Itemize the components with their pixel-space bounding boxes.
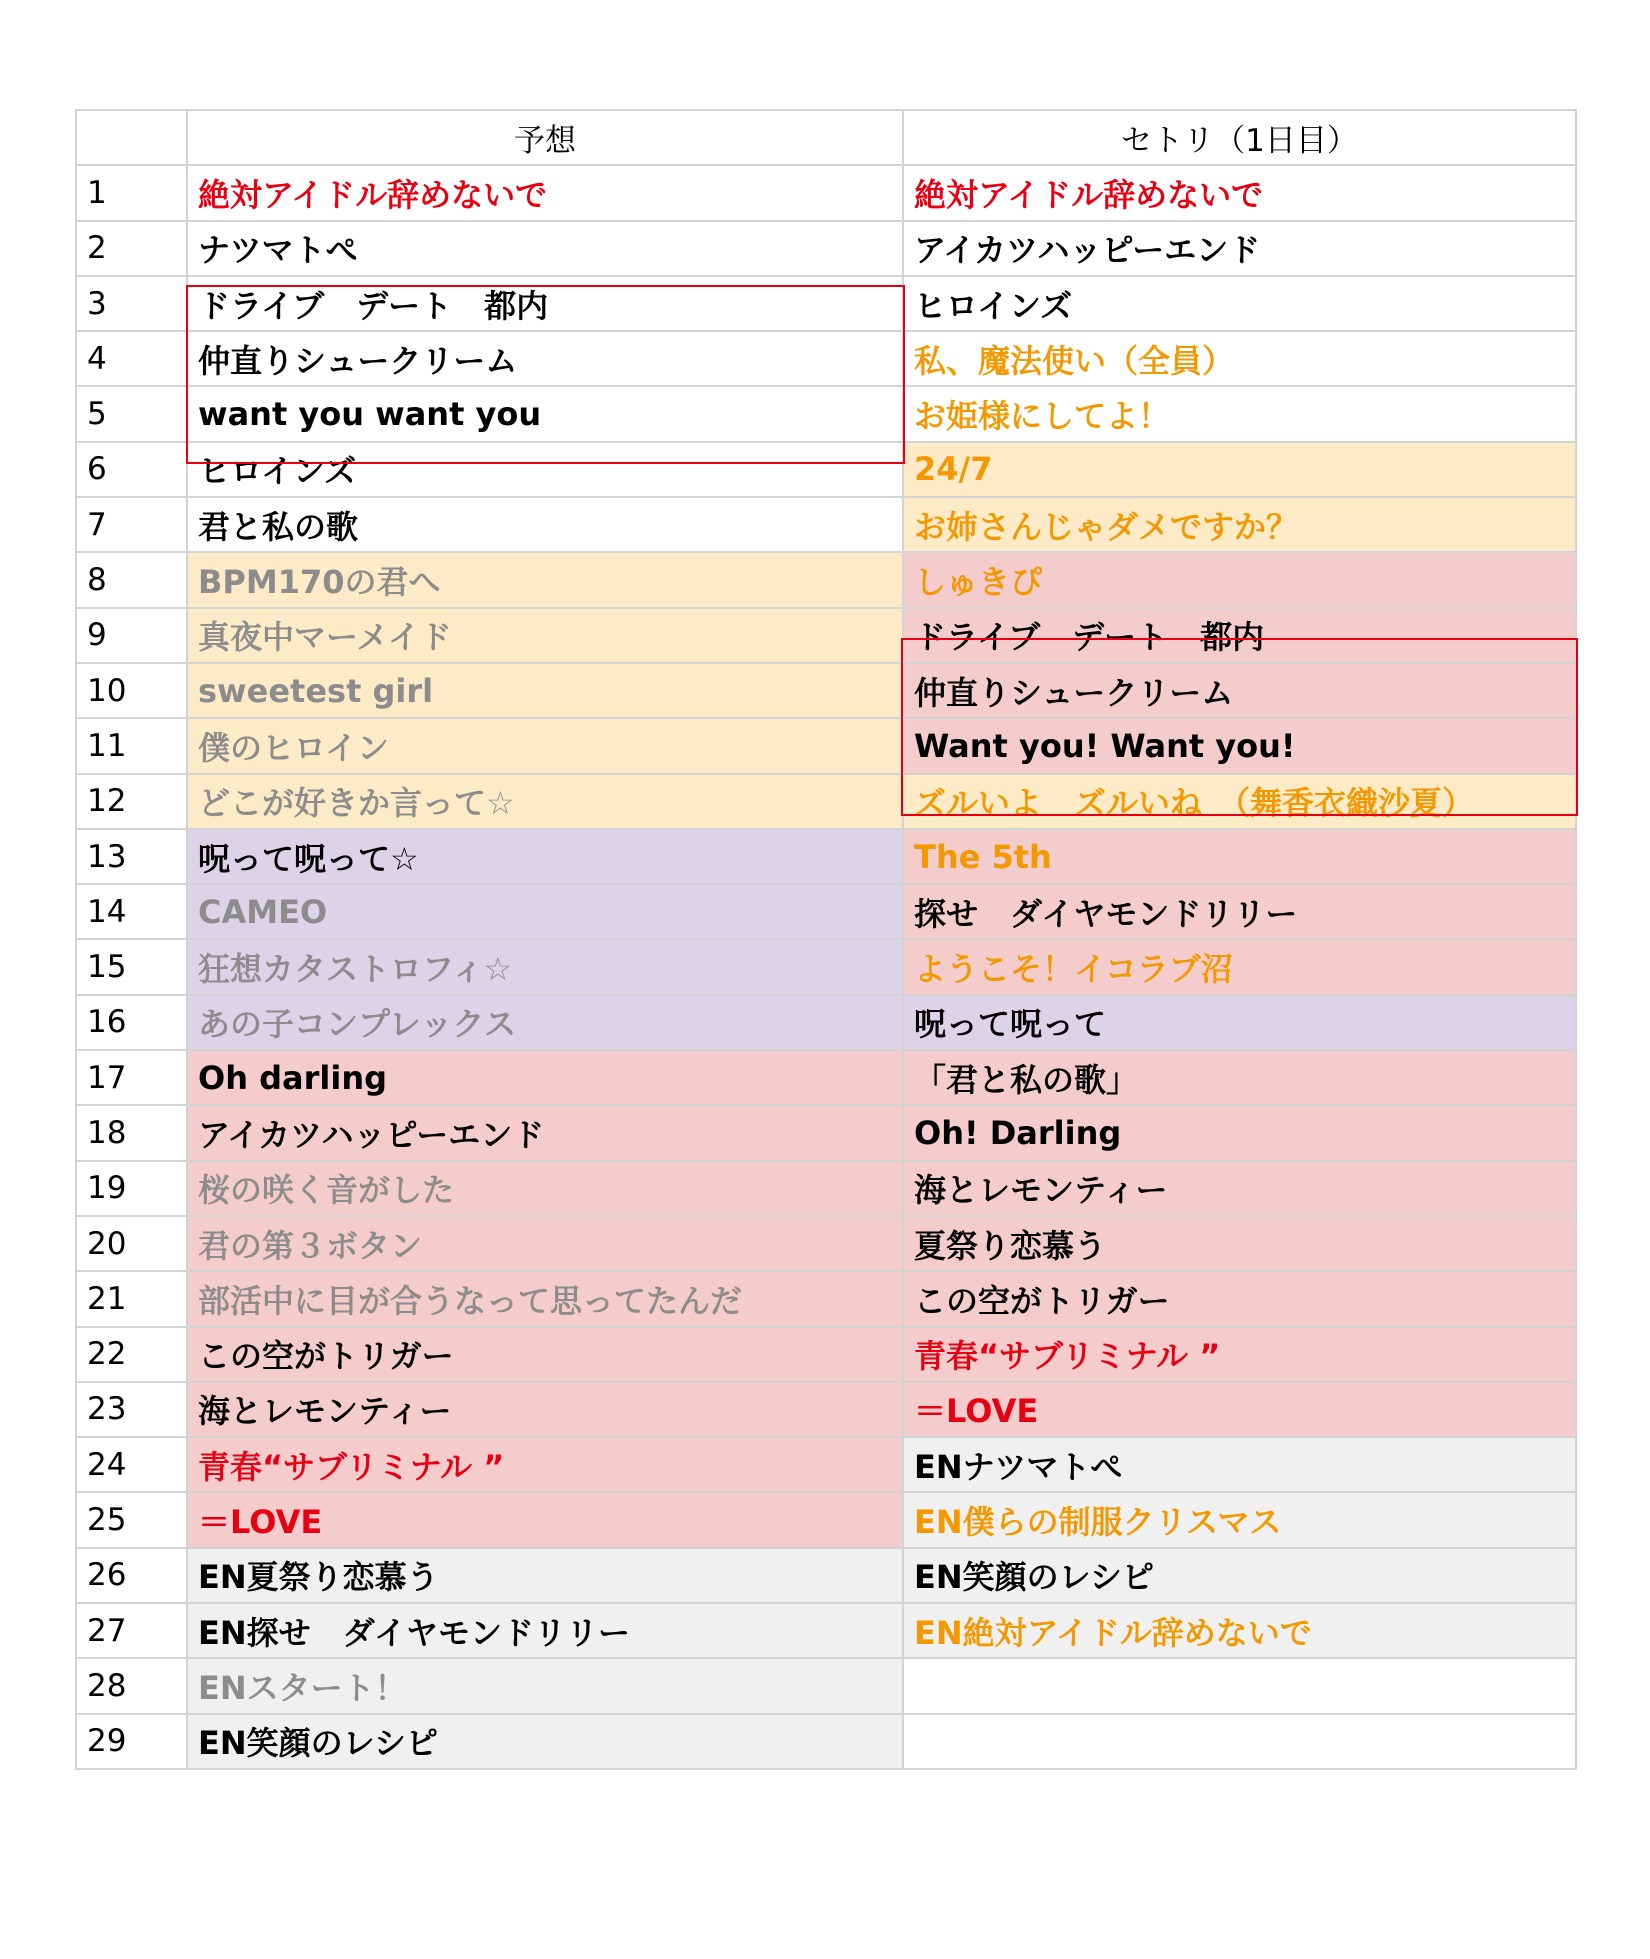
table-row xyxy=(76,1603,1576,1658)
table-row xyxy=(76,939,1576,994)
prediction-cell: アイカツハッピーエンド xyxy=(187,1105,903,1160)
row-number: 27 xyxy=(76,1603,187,1658)
row-number: 3 xyxy=(76,276,187,331)
prediction-cell: 絶対アイドル辞めないで xyxy=(187,165,903,220)
row-number: 19 xyxy=(76,1161,187,1216)
prediction-cell: ＝LOVE xyxy=(187,1492,903,1547)
setlist-table xyxy=(75,109,1577,1770)
row-number: 28 xyxy=(76,1658,187,1713)
table-row xyxy=(76,1105,1576,1160)
row-number: 1 xyxy=(76,165,187,220)
table-row xyxy=(76,774,1576,829)
setlist-cell: ヒロインズ xyxy=(903,276,1576,331)
row-number: 26 xyxy=(76,1548,187,1603)
table-row xyxy=(76,1548,1576,1603)
setlist-cell: 「君と私の歌」 xyxy=(903,1050,1576,1105)
setlist-cell: EN僕らの制服クリスマス xyxy=(903,1492,1576,1547)
setlist-cell: 24/7 xyxy=(903,442,1576,497)
setlist-cell: お姉さんじゃダメですか？ xyxy=(903,497,1576,552)
header-row xyxy=(76,110,1576,165)
row-number: 10 xyxy=(76,663,187,718)
setlist-cell: 仲直りシュークリーム xyxy=(903,663,1576,718)
row-number: 22 xyxy=(76,1327,187,1382)
setlist-cell: 海とレモンティー xyxy=(903,1161,1576,1216)
table-row xyxy=(76,1658,1576,1713)
prediction-cell: 君の第３ボタン xyxy=(187,1216,903,1271)
prediction-cell: ナツマトぺ xyxy=(187,221,903,276)
row-number: 17 xyxy=(76,1050,187,1105)
table-row xyxy=(76,1714,1576,1769)
table-row xyxy=(76,1050,1576,1105)
prediction-cell: EN探せ ダイヤモンドリリー xyxy=(187,1603,903,1658)
setlist-cell: 呪って呪って xyxy=(903,995,1576,1050)
row-number: 12 xyxy=(76,774,187,829)
setlist-cell: お姫様にしてよ！ xyxy=(903,386,1576,441)
row-number: 24 xyxy=(76,1437,187,1492)
prediction-cell: want you want you xyxy=(187,386,903,441)
table-row xyxy=(76,221,1576,276)
row-number: 9 xyxy=(76,608,187,663)
setlist-cell: ドライブ デート 都内 xyxy=(903,608,1576,663)
row-number: 6 xyxy=(76,442,187,497)
table-row xyxy=(76,829,1576,884)
prediction-cell: 部活中に目が合うなって思ってたんだ xyxy=(187,1271,903,1326)
prediction-cell: 狂想カタストロフィ☆ xyxy=(187,939,903,994)
table-row xyxy=(76,1327,1576,1382)
row-number: 4 xyxy=(76,331,187,386)
prediction-cell: あの子コンプレックス xyxy=(187,995,903,1050)
prediction-cell: 青春“サブリミナル ” xyxy=(187,1437,903,1492)
setlist-cell: 探せ ダイヤモンドリリー xyxy=(903,884,1576,939)
setlist-cell: 絶対アイドル辞めないで xyxy=(903,165,1576,220)
setlist-cell: ズルいよ ズルいね （舞香衣織沙夏） xyxy=(903,774,1576,829)
table-row xyxy=(76,331,1576,386)
row-number: 25 xyxy=(76,1492,187,1547)
table-row xyxy=(76,884,1576,939)
row-number: 2 xyxy=(76,221,187,276)
setlist-cell: Oh! Darling xyxy=(903,1105,1576,1160)
table-row xyxy=(76,276,1576,331)
row-number: 13 xyxy=(76,829,187,884)
row-number: 5 xyxy=(76,386,187,441)
prediction-cell: どこが好きか言って☆ xyxy=(187,774,903,829)
table-row xyxy=(76,165,1576,220)
table-row xyxy=(76,552,1576,607)
prediction-cell: sweetest girl xyxy=(187,663,903,718)
prediction-cell: ENスタート！ xyxy=(187,1658,903,1713)
table-row xyxy=(76,663,1576,718)
prediction-cell: BPM170の君へ xyxy=(187,552,903,607)
row-number: 29 xyxy=(76,1714,187,1769)
row-number: 14 xyxy=(76,884,187,939)
setlist-cell: アイカツハッピーエンド xyxy=(903,221,1576,276)
setlist-cell: 夏祭り恋慕う xyxy=(903,1216,1576,1271)
table-row xyxy=(76,1492,1576,1547)
prediction-cell: 桜の咲く音がした xyxy=(187,1161,903,1216)
prediction-cell: 海とレモンティー xyxy=(187,1382,903,1437)
setlist-cell: EN笑顔のレシピ xyxy=(903,1548,1576,1603)
table-row xyxy=(76,442,1576,497)
row-number: 8 xyxy=(76,552,187,607)
table-row xyxy=(76,995,1576,1050)
prediction-cell: ヒロインズ xyxy=(187,442,903,497)
prediction-cell: この空がトリガー xyxy=(187,1327,903,1382)
setlist-cell: EN絶対アイドル辞めないで xyxy=(903,1603,1576,1658)
table-row xyxy=(76,1271,1576,1326)
row-number: 11 xyxy=(76,718,187,773)
prediction-cell: 僕のヒロイン xyxy=(187,718,903,773)
prediction-cell: 真夜中マーメイド xyxy=(187,608,903,663)
row-number: 20 xyxy=(76,1216,187,1271)
row-number: 18 xyxy=(76,1105,187,1160)
setlist-cell: しゅきぴ xyxy=(903,552,1576,607)
table-row xyxy=(76,386,1576,441)
table-row xyxy=(76,1161,1576,1216)
table-row xyxy=(76,497,1576,552)
prediction-cell: EN夏祭り恋慕う xyxy=(187,1548,903,1603)
table-row xyxy=(76,1382,1576,1437)
row-number: 23 xyxy=(76,1382,187,1437)
prediction-cell: 呪って呪って☆ xyxy=(187,829,903,884)
prediction-cell: EN笑顔のレシピ xyxy=(187,1714,903,1769)
table-row xyxy=(76,608,1576,663)
table-row xyxy=(76,718,1576,773)
header-prediction: 予想 xyxy=(187,110,903,165)
setlist-cell: The 5th xyxy=(903,829,1576,884)
prediction-cell: 君と私の歌 xyxy=(187,497,903,552)
table-row xyxy=(76,1437,1576,1492)
setlist-cell: ＝LOVE xyxy=(903,1382,1576,1437)
header-num-cell xyxy=(76,110,187,165)
prediction-cell: CAMEO xyxy=(187,884,903,939)
setlist-cell: 私、魔法使い（全員） xyxy=(903,331,1576,386)
setlist-cell: ENナツマトぺ xyxy=(903,1437,1576,1492)
row-number: 16 xyxy=(76,995,187,1050)
prediction-cell: 仲直りシュークリーム xyxy=(187,331,903,386)
prediction-cell: Oh darling xyxy=(187,1050,903,1105)
setlist-cell: ようこそ！イコラブ沼 xyxy=(903,939,1576,994)
table-row xyxy=(76,1216,1576,1271)
header-setlist: セトリ（1日目） xyxy=(903,110,1576,165)
prediction-cell: ドライブ デート 都内 xyxy=(187,276,903,331)
setlist-cell xyxy=(903,1714,1576,1769)
row-number: 15 xyxy=(76,939,187,994)
row-number: 7 xyxy=(76,497,187,552)
setlist-cell: この空がトリガー xyxy=(903,1271,1576,1326)
row-number: 21 xyxy=(76,1271,187,1326)
setlist-cell xyxy=(903,1658,1576,1713)
setlist-cell: 青春“サブリミナル ” xyxy=(903,1327,1576,1382)
setlist-cell: Want you! Want you! xyxy=(903,718,1576,773)
